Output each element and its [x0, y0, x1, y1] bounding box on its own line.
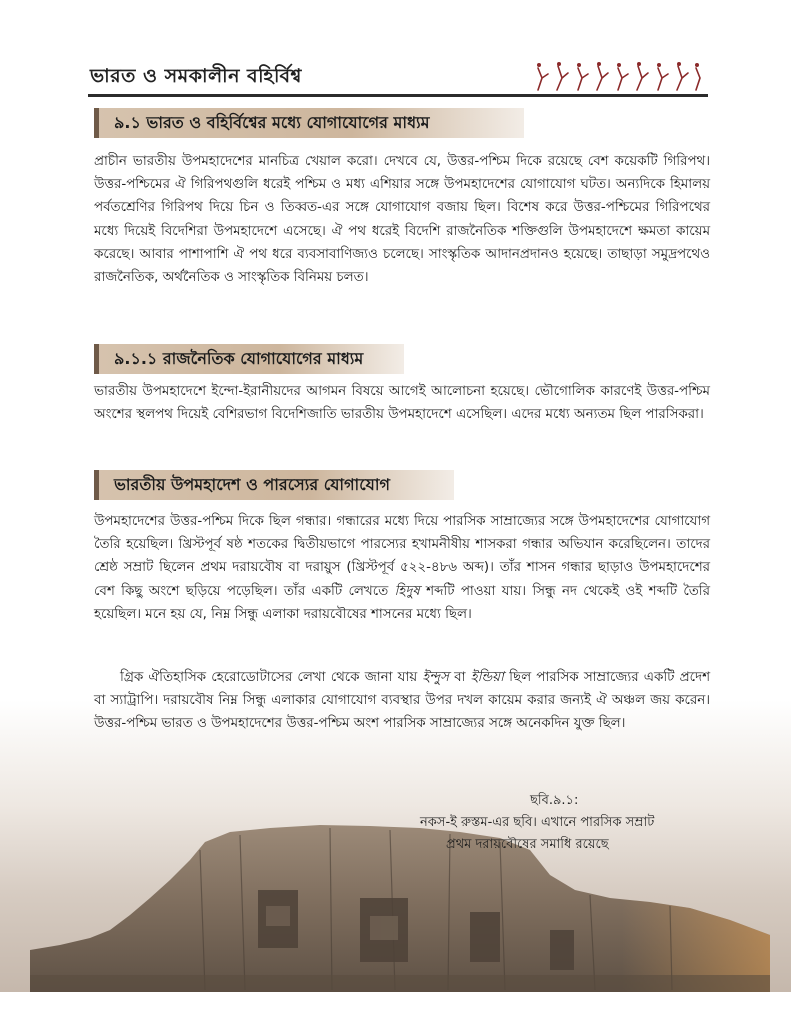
figure-caption-line-2: প্রথম দরায়বৌষের সমাধি রয়েছে [446, 837, 609, 852]
decorative-figures-icon [530, 60, 710, 96]
section-heading-9-1 [94, 108, 524, 138]
subsection-heading-persia [94, 470, 454, 500]
section-1-body [94, 150, 710, 289]
running-title: ভারত ও সমকালীন বহির্বিশ্ব [90, 65, 302, 87]
text-run: শব্দটি পাওয়া যায়। সিন্ধু নদ থেকেই ওই শব্দটি তৈরি হয়েছিল। মনে হয় যে, নিম্ন সিন্ধু এলাকা দরায়বৌষের শাসনের মধ্যে ছিল। [94, 583, 710, 622]
figure-label: ছবি.৯.১: [530, 793, 579, 808]
paragraph: প্রাচীন ভারতীয় উপমহাদেশের মানচিত্র খেয়াল করো। দেখবে যে, উত্তর-পশ্চিম দিকে রয়েছে বেশ কয়েকটি গিরিপথ। উত্তর-পশ্চিমের ঐ গিরিপথগুলি ধরেই পশ্চিম ও মধ্য এশিয়ার সঙ্গে উপমহাদেশের যোগাযোগ ঘটত। অন্যদিকে হিমালয় পর্বতশ্রেণির গিরিপথ দিয়ে চিন ও তিব্বত-এর সঙ্গে যোগাযোগ বজায় ছিল। বিশেষ করে উত্তর-পশ্চিমের গিরিপথের মধ্যে দিয়েই বিদেশিরা উপমহাদেশে এসেছে। ঐ পথ ধরেই বিদেশি রাজনৈতিক শক্তিগুলি উপমহাদেশে ক্ষমতা কায়েম করেছে। আবার পাশাপাশি ঐ পথ ধরে ব্যবসাবাণিজ্যও চলেছে। সাংস্কৃতিক আদানপ্রদানও হয়েছে। তাছাড়া সমুদ্রপথেও রাজনৈতিক, অর্থনৈতিক ও সাংস্কৃতিক বিনিময় চলত। [94, 154, 710, 286]
section-heading-text: ৯.১.১ রাজনৈতিক যোগাযোগের মাধ্যম [114, 349, 364, 368]
header-rule [88, 94, 708, 97]
italic-term: হিদুষ [394, 583, 420, 599]
section-heading-text: ভারতীয় উপমহাদেশ ও পারস্যের যোগাযোগ [114, 475, 390, 494]
text-run: ছিল পারসিক সাম্রাজ্যের একটি প্রদেশ বা স্যাট্রাপি। দরায়বৌষ নিম্ন সিন্ধু এলাকার যোগাযোগ ব্যবস্থার উপর দখল কায়েম করার জন্যই ঐ অঞ্চল জয় করেন। উত্তর-পশ্চিম ভারত ও উপমহাদেশের উত্তর-পশ্চিম অংশ পারসিক সাম্রাজ্যের সঙ্গে অনেকদিন যুক্ত ছিল। [94, 670, 710, 732]
heading-bar [94, 108, 99, 138]
section-2-body [94, 380, 710, 426]
text-run: উপমহাদেশের উত্তর-পশ্চিম দিকে ছিল গন্ধার। গন্ধারের মধ্যে দিয়ে পারসিক সাম্রাজ্যের সঙ্গে উপমহাদেশের যোগাযোগ তৈরি হয়েছিল। খ্রিস্টপূর্ব ষষ্ঠ শতকের দ্বিতীয়ভাগে পারস্যের হখামনীষীয় শাসকরা গন্ধার অভিযান করেছিলেন। তাদের শ্রেষ্ঠ সম্রাট ছিলেন প্রথম দরায়বৌষ বা দরায়ুস (খ্রিস্টপূর্ব ৫২২-৪৮৬ অব্দ)। তাঁর শাসন গন্ধার ছাড়াও উপমহাদেশের বেশ কিছু অংশে ছড়িয়ে পড়েছিল। তাঁর একটি লেখতে [94, 514, 710, 599]
paragraph [94, 666, 710, 736]
text-run: গ্রিক ঐতিহাসিক হেরোডোটাসের লেখা থেকে জানা যায় [120, 670, 423, 685]
figure-caption-line-1: নকস-ই রুস্তম-এর ছবি। এখানে পারসিক সম্রাট [420, 815, 655, 830]
italic-term: ইন্ডিয়া [470, 670, 504, 685]
paragraph: ভারতীয় উপমহাদেশে ইন্দো-ইরানীয়দের আগমন বিষয়ে আগেই আলোচনা হয়েছে। ভৌগোলিক কারণেই উত্তর-পশ্চিম অংশের স্থলপথ দিয়েই বেশিরভাগ বিদেশিজাতি ভারতীয় উপমহাদেশে এসেছিল। এদের মধ্যে অন্যতম ছিল পারসিকরা। [94, 384, 710, 423]
section-heading-9-1-1 [94, 344, 404, 374]
section-heading-text: ৯.১ ভারত ও বহির্বিশ্বের মধ্যে যোগাযোগের মাধ্যম [114, 113, 430, 132]
text-run: বা [448, 670, 471, 685]
section-3-body-1 [94, 510, 710, 626]
paragraph [94, 510, 710, 626]
figure-caption [420, 790, 720, 856]
heading-bar [94, 470, 99, 500]
section-3-body-2 [94, 666, 710, 736]
heading-bar [94, 344, 99, 374]
page-bottom-margin [0, 992, 791, 1024]
italic-term: ইন্দুস [422, 670, 449, 685]
